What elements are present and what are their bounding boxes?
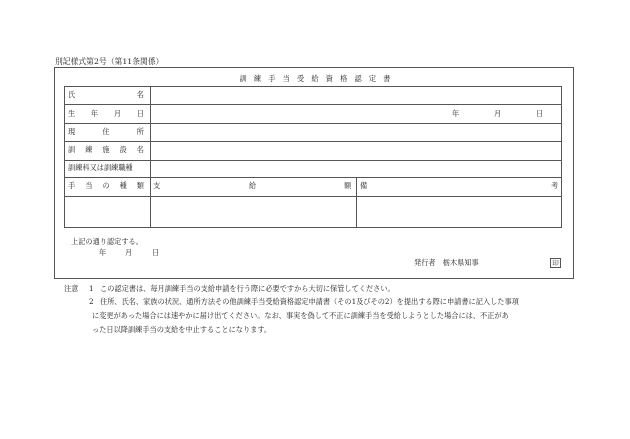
certificate-table [64, 86, 562, 228]
birth-day-unit: 日 [536, 109, 544, 118]
birth-month-unit: 月 [494, 109, 502, 118]
note-2-line-1: 住所、氏名、家族の状況、通所方法その他訓練手当受給資格認定申請書（その1及びその2）を提出する際に申請書に記入した事項 [100, 297, 519, 306]
cert-day-unit: 日 [152, 248, 160, 257]
birth-year-unit: 年 [452, 109, 460, 118]
allowance-type-label: 手 当 の 種 類 [68, 181, 144, 190]
cert-year-unit: 年 [99, 248, 107, 257]
notes-heading: 注意 [64, 284, 79, 293]
issuer-label: 発行者 栃木県知事 [414, 258, 479, 267]
note-1-text: この認定書は、毎月訓練手当の支給申請を行う際に必要ですから大切に保管してください。 [100, 284, 395, 293]
facility-label: 訓 練 施 設 名 [68, 145, 144, 154]
note-2-line-3: った日以降訓練手当の支給を中止することになります。 [92, 325, 272, 334]
form-title: 訓 練 手 当 受 給 資 格 認 定 書 [239, 74, 391, 83]
seal-stamp: 印 [550, 258, 561, 268]
remarks-label-ko: 考 [551, 181, 559, 190]
payment-label-gaku: 額 [344, 181, 352, 190]
note-1-number: 1 [89, 284, 94, 293]
remarks-label-bi: 備 [360, 181, 368, 190]
name-label-spread: 氏 名 [68, 90, 144, 99]
note-2-line-2: に変更があった場合には速やかに届け出てください。なお、事実を偽して不正に訓練手当を受給しようとした場合には、不正があ [92, 311, 509, 320]
certification-statement: 上記の通り認定する。 [71, 237, 143, 246]
form-number-label: 別記様式第2号（第11条関係） [55, 57, 164, 66]
cert-month-unit: 月 [125, 248, 133, 257]
address-label: 現 住 所 [68, 127, 144, 136]
payment-label-shi: 支 [153, 181, 161, 190]
note-2-number: 2 [89, 297, 94, 306]
course-label: 訓練科又は訓練職種 [68, 163, 133, 172]
birthdate-label: 生 年 月 日 [68, 109, 144, 118]
payment-label-kyu: 給 [249, 181, 257, 190]
